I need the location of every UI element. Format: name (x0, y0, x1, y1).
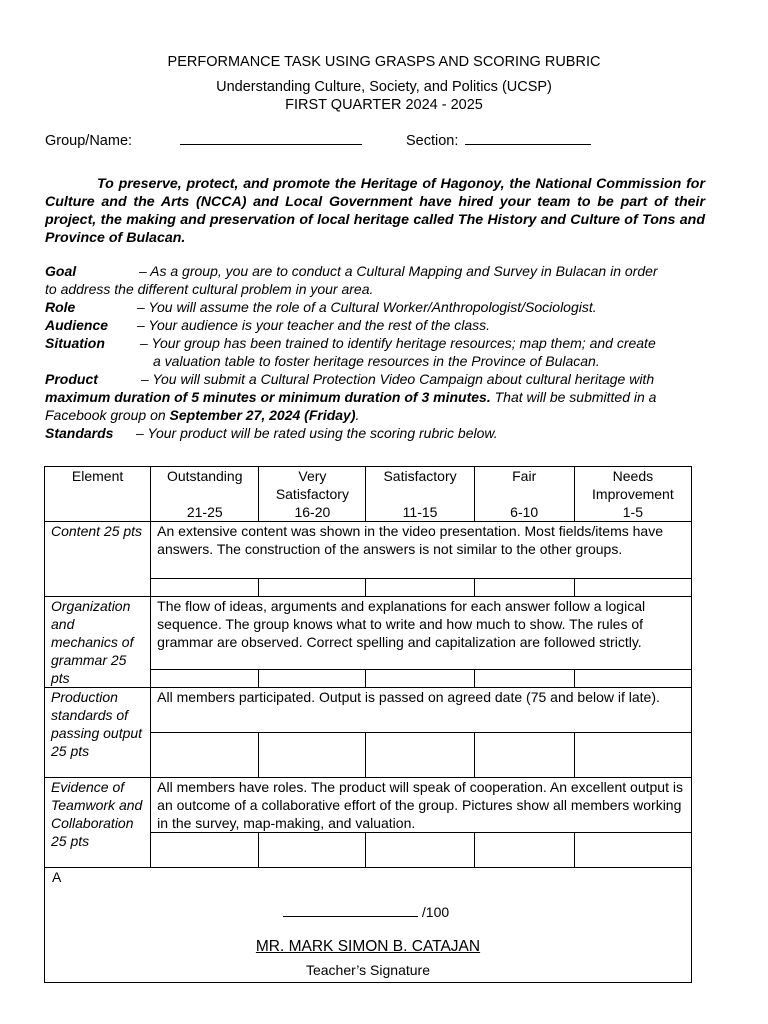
score-cell[interactable] (366, 833, 474, 868)
score-cell[interactable] (574, 579, 691, 597)
score-cell[interactable] (151, 670, 259, 688)
signature-label: Teacher’s Signature (305, 962, 430, 978)
product-row-cont: maximum duration of 5 minutes or minimum duration of 3 minutes. That will be submitted in a (45, 389, 657, 405)
score-cell[interactable] (574, 733, 691, 778)
situation-row-cont: a valuation table to foster heritage resources in the Province of Bulacan. (153, 353, 600, 369)
description-cell: All members have roles. The product will speak of cooperation. An excellent output is an outcome of a collaborative effort of the group. Pictures show all members working in the survey, map-making, and valuation. (151, 778, 692, 833)
page-title: PERFORMANCE TASK USING GRASPS AND SCORING RUBRIC (167, 54, 601, 70)
score-cell[interactable] (366, 733, 474, 778)
score-cell[interactable] (474, 733, 574, 778)
table-row (45, 688, 692, 733)
score-cell[interactable] (259, 670, 366, 688)
section-label: Section: (406, 133, 459, 149)
total-score: /100 (283, 903, 449, 921)
intro-paragraph (45, 175, 705, 247)
footer-letter: A (52, 869, 62, 885)
intro-text: To preserve, protect, and promote the Heritage of Hagonoy, the National Commission for Culture and the Arts (NCCA) and Local Government have hired your team to be part of their project, the making and preservation of local heritage called The History and Culture of Tons and Province of Bulacan. (45, 176, 705, 246)
scoring-rubric-table (44, 466, 692, 983)
header-element: Element (45, 467, 151, 522)
goal-row: Goal – As a group, you are to conduct a Cultural Mapping and Survey in Bulacan in order (45, 263, 658, 279)
audience-row: Audience – Your audience is your teacher and the rest of the class. (45, 317, 491, 333)
situation-row: Situation – Your group has been trained to identify heritage resources; map them; and create (45, 335, 656, 351)
subject-title: Understanding Culture, Society, and Politics (UCSP) (216, 79, 552, 95)
group-name-line (180, 133, 362, 149)
score-cell[interactable] (151, 833, 259, 868)
table-row (45, 778, 692, 833)
rubric-header-row (45, 467, 692, 522)
element-cell: Organization and mechanics of grammar 25 pts (45, 597, 151, 688)
section-line (465, 133, 591, 145)
score-cell[interactable] (474, 670, 574, 688)
header-satisfactory: Satisfactory 11-15 (366, 467, 474, 522)
table-row (45, 522, 692, 579)
section-field (406, 133, 591, 149)
header-very-satisfactory: Very Satisfactory 16-20 (259, 467, 366, 522)
element-cell: Content 25 pts (45, 522, 151, 597)
score-cell[interactable] (574, 833, 691, 868)
group-name-label: Group/Name: (45, 133, 133, 149)
element-cell: Production standards of passing output 25 pts (45, 688, 151, 778)
score-cell[interactable] (366, 670, 474, 688)
table-row (45, 597, 692, 670)
score-cell[interactable] (259, 579, 366, 597)
score-cell[interactable] (151, 733, 259, 778)
total-score-cell (45, 868, 692, 983)
goal-row-cont: to address the different cultural problem in your area. (45, 281, 374, 297)
score-cell[interactable] (574, 670, 691, 688)
description-cell: An extensive content was shown in the video presentation. Most fields/items have answers. The construction of the answers is not similar to the other groups. (151, 522, 692, 579)
product-row-date: Facebook group on September 27, 2024 (Friday). (45, 407, 360, 423)
rubric-footer-row (45, 868, 692, 983)
element-cell: Evidence of Teamwork and Collaboration 25 pts (45, 778, 151, 868)
description-cell: The flow of ideas, arguments and explanations for each answer follow a logical sequence. The group knows what to write and how much to show. The rules of grammar are observed. Correct spelling and capitalization are followed strictly. (151, 597, 692, 670)
score-cell[interactable] (366, 579, 474, 597)
role-row: Role – You will assume the role of a Cultural Worker/Anthropologist/Sociologist. (45, 299, 597, 315)
score-cell[interactable] (151, 579, 259, 597)
header-fair: Fair 6-10 (474, 467, 574, 522)
score-cell[interactable] (474, 579, 574, 597)
teacher-name: MR. MARK SIMON B. CATAJAN (255, 938, 481, 955)
product-row: Product – You will submit a Cultural Protection Video Campaign about cultural heritage with (45, 371, 655, 387)
group-name-field (45, 133, 132, 149)
score-cell[interactable] (259, 733, 366, 778)
header-needs-improvement: Needs Improvement 1-5 (574, 467, 691, 522)
description-cell: All members participated. Output is passed on agreed date (75 and below if late). (151, 688, 692, 733)
header-outstanding: Outstanding 21-25 (151, 467, 259, 522)
quarter-title: FIRST QUARTER 2024 - 2025 (285, 97, 483, 113)
score-cell[interactable] (474, 833, 574, 868)
total-score-line[interactable] (283, 905, 418, 917)
standards-row: Standards – Your product will be rated using the scoring rubric below. (45, 425, 498, 441)
score-cell[interactable] (259, 833, 366, 868)
grasps-section (45, 262, 715, 442)
